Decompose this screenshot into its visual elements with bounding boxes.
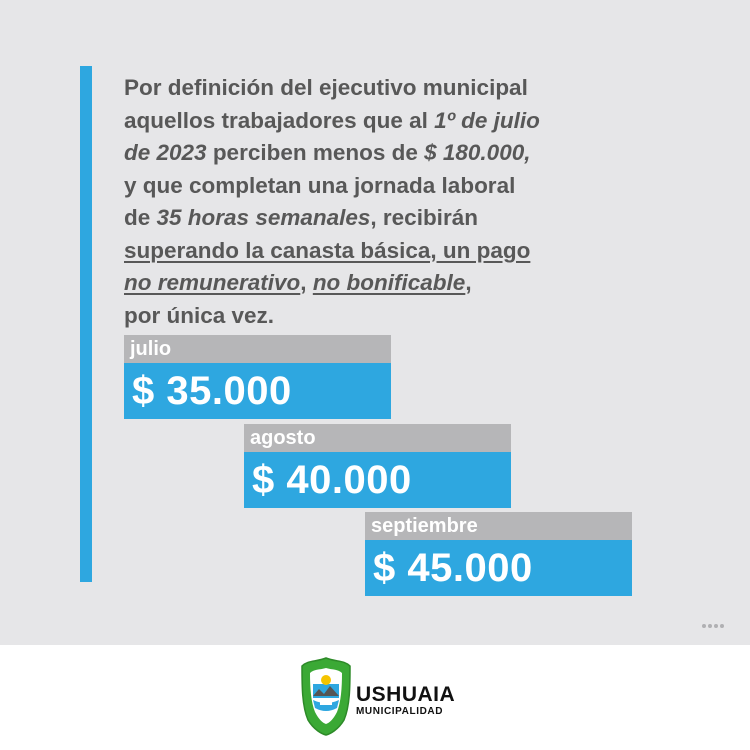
paragraph-line-3 bbox=[124, 137, 664, 170]
paragraph-underlined-emphasis: no remunerativo bbox=[124, 270, 301, 295]
paragraph-text: , bbox=[465, 270, 472, 295]
paragraph-text: de bbox=[124, 205, 157, 230]
more-dots-icon[interactable] bbox=[702, 624, 726, 630]
paragraph-line-1: Por definición del ejecutivo municipal bbox=[124, 75, 528, 100]
payment-amount: $ 40.000 bbox=[244, 452, 511, 508]
payment-month-label: julio bbox=[124, 335, 391, 363]
logo-subtitle: MUNICIPALIDAD bbox=[356, 706, 444, 717]
payment-amount: $ 45.000 bbox=[365, 540, 632, 596]
logo-name: USHUAIA bbox=[356, 683, 456, 706]
paragraph-emphasis: $ 180.000, bbox=[424, 140, 531, 165]
dot bbox=[708, 624, 712, 628]
paragraph-line-2 bbox=[124, 105, 664, 138]
shield-emblem-icon bbox=[300, 656, 352, 736]
paragraph-underlined-emphasis: no bonificable bbox=[312, 270, 466, 295]
paragraph-underlined: superando la canasta básica, un pago bbox=[124, 237, 531, 263]
paragraph-line-5 bbox=[124, 202, 664, 235]
payment-month-label: septiembre bbox=[365, 512, 632, 540]
paragraph-line-4: y que completan una jornada laboral bbox=[124, 172, 516, 198]
paragraph-text: , bbox=[300, 270, 313, 295]
payment-block-agosto bbox=[244, 424, 511, 508]
payment-block-septiembre bbox=[365, 512, 632, 596]
paragraph-text: perciben menos de bbox=[206, 140, 425, 165]
announcement-paragraph bbox=[124, 72, 664, 332]
payment-month-label: agosto bbox=[244, 424, 511, 452]
paragraph-line-8: por única vez. bbox=[124, 302, 275, 328]
logo-text bbox=[356, 684, 455, 718]
paragraph-text: aquellos trabajadores que al bbox=[124, 107, 435, 133]
dot bbox=[720, 624, 724, 628]
accent-bar bbox=[80, 66, 92, 582]
municipality-logo bbox=[300, 656, 460, 736]
paragraph-emphasis: 1º de julio bbox=[434, 107, 540, 133]
payment-block-julio bbox=[124, 335, 391, 419]
paragraph-line-6 bbox=[124, 235, 664, 268]
paragraph-emphasis: 35 horas semanales bbox=[156, 205, 371, 230]
paragraph-text: , recibirán bbox=[370, 205, 478, 230]
dot bbox=[714, 624, 718, 628]
payment-amount: $ 35.000 bbox=[124, 363, 391, 419]
paragraph-line-7 bbox=[124, 267, 664, 300]
paragraph-emphasis: de 2023 bbox=[124, 140, 207, 165]
dot bbox=[702, 624, 706, 628]
